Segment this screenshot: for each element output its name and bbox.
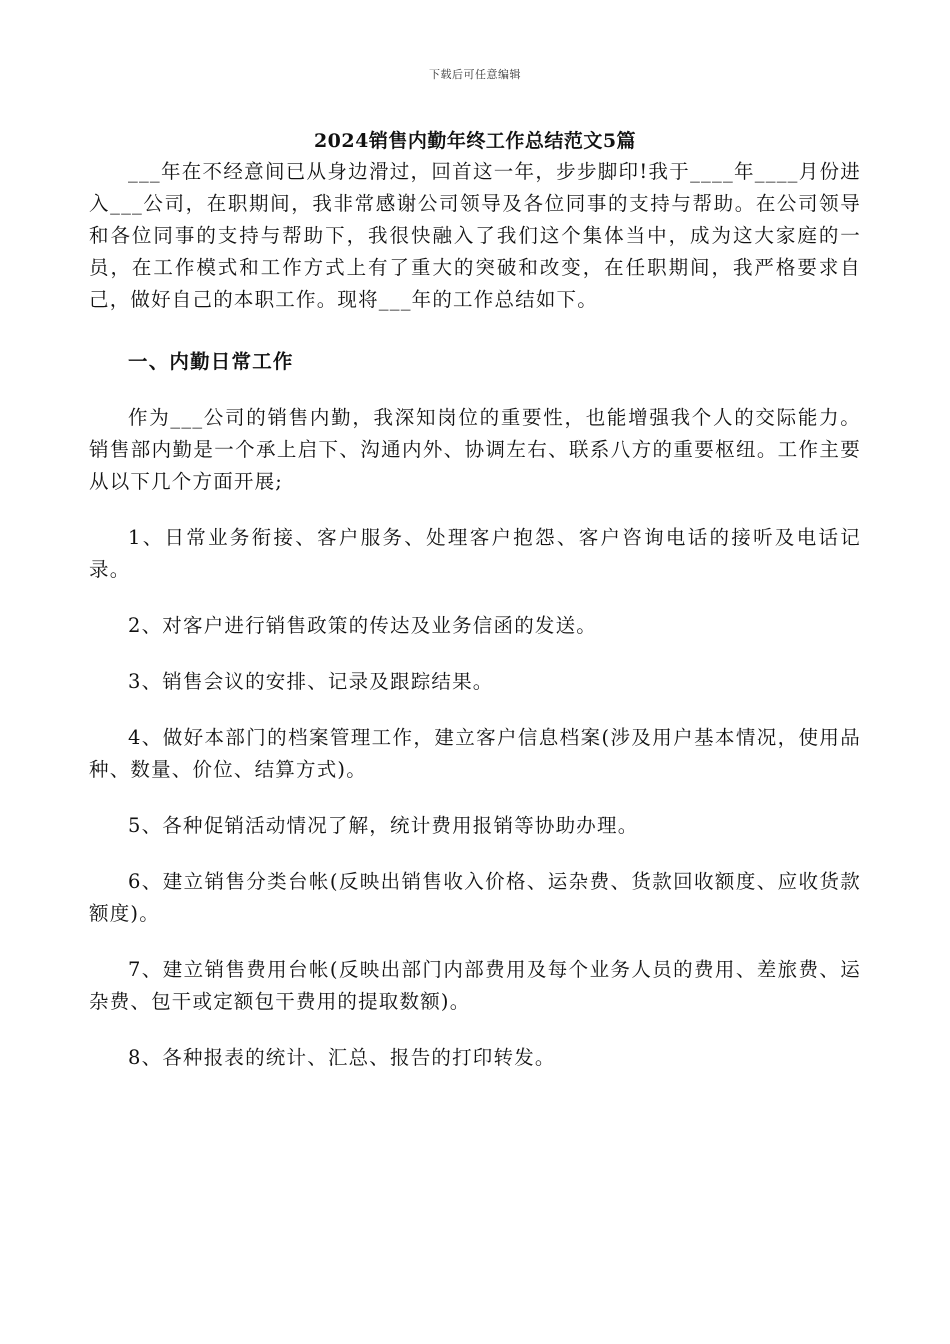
header-note: 下载后可任意编辑 [429,68,521,81]
list-item-1: 1、日常业务衔接、客户服务、处理客户抱怨、客户咨询电话的接听及电话记录。 [89,526,861,581]
section-intro-paragraph: 作为___公司的销售内勤，我深知岗位的重要性，也能增强我个人的交际能力。销售部内勤是一个承上启下、沟通内外、协调左右、联系八方的重要枢纽。工作主要从以下几个方面开展; [89,406,861,493]
list-item-7: 7、建立销售费用台帐(反映出部门内部费用及每个业务人员的费用、差旅费、运杂费、包干或定额包干费用的提取数额)。 [89,958,861,1013]
list-item-3: 3、销售会议的安排、记录及跟踪结果。 [128,670,494,693]
document-body [89,156,861,1098]
list-item-6: 6、建立销售分类台帐(反映出销售收入价格、运杂费、货款回收额度、应收货款额度)。 [89,870,861,925]
document-title: 2024销售内勤年终工作总结范文5篇 [313,130,637,152]
intro-paragraph: ___年在不经意间已从身边滑过，回首这一年，步步脚印!我于____年____月份进入___公司，在职期间，我非常感谢公司领导及各位同事的支持与帮助。在公司领导和各位同事的支持与帮助下，我很快融入了我们这个集体当中，成为这大家庭的一员，在工作模式和工作方式上有了重大的突破和改变，在任职期间，我严格要求自己，做好自己的本职工作。现将___年的工作总结如下。 [89,160,861,311]
list-item-2: 2、对客户进行销售政策的传达及业务信函的发送。 [128,614,598,637]
list-item-4: 4、做好本部门的档案管理工作，建立客户信息档案(涉及用户基本情况，使用品种、数量、价位、结算方式)。 [89,726,861,781]
list-item-8: 8、各种报表的统计、汇总、报告的打印转发。 [128,1046,556,1069]
section-heading: 一、内勤日常工作 [128,350,294,373]
list-item-5: 5、各种促销活动情况了解，统计费用报销等协助办理。 [128,814,639,837]
